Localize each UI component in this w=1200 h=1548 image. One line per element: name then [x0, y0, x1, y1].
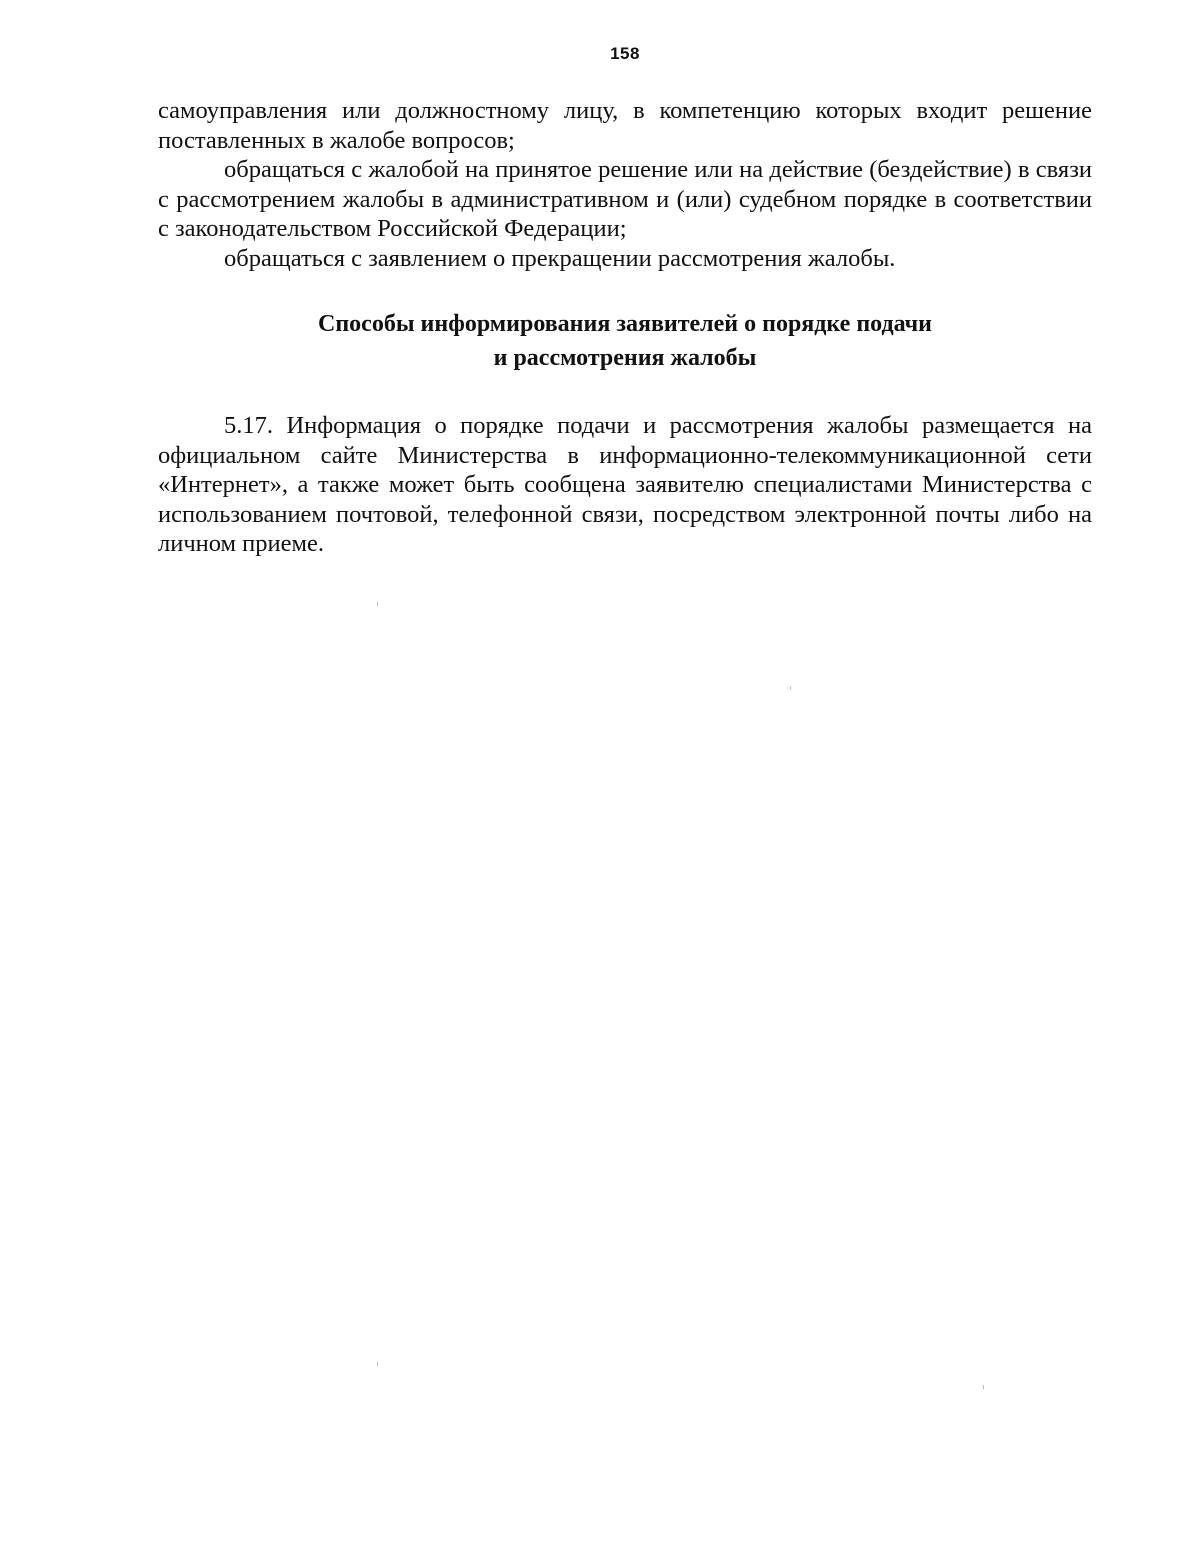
scan-speck	[377, 1362, 378, 1366]
scan-speck	[377, 602, 378, 606]
paragraph-appeal-right: обращаться с жалобой на принятое решение или на действие (бездействие) в связи с рассмотрением жалобы в административном и (или) судебном порядке в соответствии с законодательством Российской Федерации;	[158, 156, 1092, 242]
scan-speck	[983, 1385, 984, 1389]
paragraph-withdraw-right: обращаться с заявлением о прекращении рассмотрения жалобы.	[224, 244, 896, 272]
section-heading	[158, 307, 1092, 375]
paragraph-5-17: 5.17. Информация о порядке подачи и рассмотрения жалобы размещается на официальном сайте Министерства в информационно-телекоммуникационной сети «Интернет», а также может быть сообщена заявителю специалистами Министерства с использованием почтовой, телефонной связи, посредством электронной почты либо на личном приеме.	[158, 412, 1092, 557]
scan-speck	[790, 686, 791, 690]
section-heading-line-2: и рассмотрения жалобы	[493, 345, 757, 371]
paragraph-continuation: самоуправления или должностному лицу, в компетенцию которых входит решение поставленных в жалобе вопросов;	[158, 97, 1092, 154]
section-heading-line-1: Способы информирования заявителей о порядке подачи	[318, 311, 932, 337]
document-body	[158, 96, 1092, 559]
page-number: 158	[610, 44, 640, 63]
